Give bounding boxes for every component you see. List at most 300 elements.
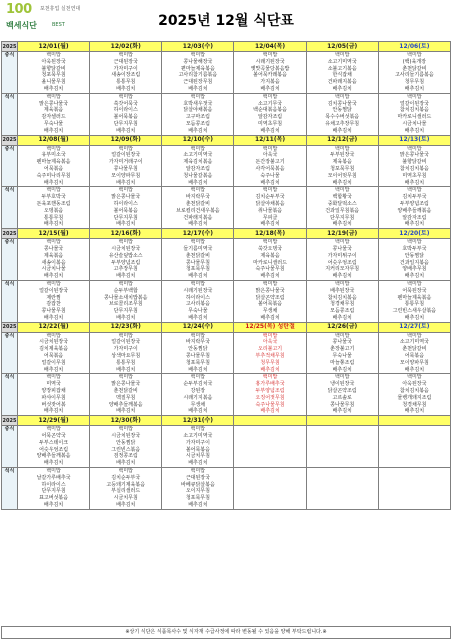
dish-item xyxy=(307,495,378,502)
dish-item: 버섯잣어볶 xyxy=(41,401,66,408)
dish-item: 백미밥 xyxy=(262,93,278,100)
dish-item xyxy=(234,426,305,433)
dish-item: 배추김치 xyxy=(188,502,208,509)
dish-item: 시금치무침 xyxy=(185,453,210,460)
dish-item: 근대된장국 xyxy=(113,58,138,65)
dish-item: 콩나물무침 xyxy=(185,259,210,266)
dish-item: 어묵볶음 xyxy=(43,165,64,172)
dish-item: 청포묵무침 xyxy=(41,72,66,79)
menu-cell xyxy=(162,239,234,281)
dish-item: 배추김치 xyxy=(188,179,208,186)
dish-item: 춘천닭갈비 xyxy=(402,65,427,72)
dish-item: 백미밥 xyxy=(334,332,350,339)
date-cell: 12/09(화) xyxy=(90,135,162,145)
date-cell: 12/12(금) xyxy=(306,135,378,145)
dish-item xyxy=(307,440,378,447)
date-cell xyxy=(234,416,306,426)
dish-item: 백미밥 xyxy=(190,239,206,246)
dish-item xyxy=(307,460,378,467)
dish-item: 배추김치 xyxy=(332,314,352,321)
dish-item: 백미밥 xyxy=(118,52,133,58)
dish-item: 배추김치 xyxy=(116,408,136,415)
dish-item: 배추김치 xyxy=(43,366,64,373)
date-cell xyxy=(306,416,378,426)
menu-cell xyxy=(18,280,90,322)
dish-item: 배추김치 xyxy=(404,127,425,134)
dish-item: 콩나물국 xyxy=(43,245,64,252)
dish-item: 배추김치 xyxy=(404,179,425,186)
dish-item: 시래기된장국 xyxy=(183,287,213,294)
menu-cell xyxy=(378,187,450,229)
menu-cell xyxy=(378,280,450,322)
menu-cell xyxy=(306,468,378,510)
dish-item: 단무지무침 xyxy=(41,488,66,495)
dish-item: 배추김치 xyxy=(332,408,352,415)
dish-item: 목수수버섯볶음 xyxy=(325,114,360,121)
menu-cell xyxy=(306,426,378,468)
page-title: 2025년 12월 식단표 xyxy=(158,13,294,29)
lunch-label: 중식 xyxy=(2,332,18,374)
menu-cell xyxy=(162,374,234,416)
dish-item: 배추김치 xyxy=(43,221,64,228)
menu-cell xyxy=(378,93,450,135)
dish-item: 백미밥 xyxy=(118,145,133,152)
dish-item xyxy=(379,468,450,475)
date-cell: 12/30(화) xyxy=(90,416,162,426)
logo-number: 100 xyxy=(6,2,32,17)
dish-item: 옛맛곡물당볶음밥 xyxy=(250,65,290,72)
menu-cell xyxy=(306,187,378,229)
dish-item: 통통무침 xyxy=(116,79,136,86)
dish-item: 고구마조림 xyxy=(185,114,210,121)
dish-item: 백미밥 xyxy=(407,52,422,58)
page-header xyxy=(0,0,452,40)
dish-item: 배추김치 xyxy=(188,460,208,467)
menu-cell xyxy=(90,468,162,510)
menu-cell xyxy=(90,52,162,94)
dish-item: 사각어묵볶음 xyxy=(255,165,285,172)
dinner-row xyxy=(2,187,451,229)
dish-item: 백미밥 xyxy=(190,374,206,381)
dish-item: 무피클 xyxy=(262,214,278,221)
week-header-row xyxy=(2,135,451,145)
dish-item: 물뱅개돼지조림 xyxy=(397,394,432,401)
dish-item: 쑥갓오뎅국 xyxy=(257,245,283,252)
dish-item: 춘천닭갈비 xyxy=(402,346,427,353)
date-cell: 12/23(화) xyxy=(90,322,162,332)
week-header-row xyxy=(2,416,451,426)
menu-cell xyxy=(306,332,378,374)
dish-item: 아욱국 xyxy=(262,339,278,346)
dish-item: 배추김치 xyxy=(404,366,425,373)
dish-item: 무숙나물 xyxy=(332,353,352,360)
dish-item: 가자미거래구이 xyxy=(108,159,143,166)
dish-item: 백미밥 xyxy=(334,145,350,152)
menu-cell xyxy=(378,374,450,416)
dish-item: 안동찜닭 xyxy=(332,107,352,114)
menu-cell xyxy=(306,52,378,94)
menu-cell xyxy=(90,239,162,281)
dish-item: 시금치무침 xyxy=(113,495,138,502)
dish-item: 펜마늘제육볶음 xyxy=(397,294,432,301)
dish-item: 배추김치 xyxy=(43,179,64,186)
date-cell: 12/16(화) xyxy=(90,229,162,239)
dinner-label: 석식 xyxy=(2,187,18,229)
dinner-row xyxy=(2,468,451,510)
dish-item: 들기름미역국 xyxy=(183,245,213,252)
dish-item: 안동찜닭 xyxy=(404,252,425,259)
lunch-label: 중식 xyxy=(2,145,18,187)
dish-item: 시금치나물 xyxy=(41,266,66,273)
dish-item: 백미밥 xyxy=(407,374,422,381)
dish-item: 어묵볶음 xyxy=(404,353,425,360)
dish-item: 배추김치 xyxy=(260,366,280,373)
dish-item: 마카로니샐러드 xyxy=(397,114,432,121)
dish-item: 미역국 xyxy=(46,381,61,388)
dish-item: 오뎅볶음 xyxy=(43,207,64,214)
dish-item xyxy=(379,460,450,467)
dish-item: 근대된장무침 xyxy=(183,79,213,86)
dish-item xyxy=(234,460,305,467)
dish-item xyxy=(234,482,305,489)
date-cell: 12/26(금) xyxy=(306,322,378,332)
dish-item xyxy=(379,447,450,454)
dish-item: 두부스테이크 xyxy=(39,439,69,446)
dish-item xyxy=(379,488,450,495)
week-header-row xyxy=(2,42,451,52)
dish-item: 한식잡채 xyxy=(332,72,352,79)
menu-cell xyxy=(162,145,234,187)
dish-item: 감잡찬 xyxy=(46,301,61,308)
dish-item: 양배추들깨볶음 xyxy=(397,207,432,214)
menu-cell xyxy=(234,280,306,322)
menu-cell xyxy=(234,93,306,135)
lunch-label: 중식 xyxy=(2,426,18,468)
dish-item: 배추김치 xyxy=(188,127,208,134)
menu-cell xyxy=(378,468,450,510)
menu-cell xyxy=(378,52,450,94)
dish-item: 바베큐닭살볶음 xyxy=(180,481,215,488)
dish-item: 건파래지볶음 xyxy=(183,214,213,221)
menu-cell xyxy=(306,239,378,281)
menu-cell xyxy=(162,332,234,374)
dish-item: 배추김치 xyxy=(43,273,64,280)
dish-item: 시래기지볶음 xyxy=(183,394,213,401)
dish-item: 제육볶음 xyxy=(332,159,352,166)
dish-item: 아욱국 xyxy=(262,152,278,159)
dish-item: 취나물볶음 xyxy=(257,207,283,214)
dish-item: 백미밥 xyxy=(46,52,61,58)
date-cell: 12/24(수) xyxy=(162,322,234,332)
dish-item: 배추김치 xyxy=(43,460,64,467)
dish-item: 춘장불고기 xyxy=(330,346,355,353)
dish-item: 백미밥 xyxy=(334,280,350,287)
menu-cell xyxy=(18,468,90,510)
dish-item: 백미밥 xyxy=(118,280,133,287)
menu-cell xyxy=(90,187,162,229)
dish-item: 숙주미나리무침 xyxy=(36,172,71,179)
menu-cell xyxy=(18,426,90,468)
dish-item: 백미밥 xyxy=(407,332,422,339)
dish-item xyxy=(307,433,378,440)
dish-item: 볼어묵볶음 xyxy=(185,446,210,453)
dish-item: 맑은콩나물국 xyxy=(39,100,69,107)
dish-item: 제육볶음 xyxy=(43,252,64,259)
dish-item: 모이양파무침 xyxy=(111,172,141,179)
menu-cell xyxy=(90,93,162,135)
dish-item: (백)육개장 xyxy=(402,58,426,65)
menu-cell xyxy=(162,52,234,94)
dish-item: 감자셀러드 xyxy=(41,114,66,121)
dish-item xyxy=(379,475,450,482)
dish-item: 유채고추장무침 xyxy=(325,120,360,127)
menu-cell xyxy=(306,93,378,135)
dish-item: 백미밥 xyxy=(46,145,61,152)
dish-item xyxy=(379,453,450,460)
dish-item xyxy=(234,488,305,495)
menu-cell xyxy=(90,374,162,416)
dish-item: 냉이된장국 xyxy=(330,381,355,388)
logo-name: 백세식단 xyxy=(6,21,37,30)
dish-item: 두부양념조림 xyxy=(111,259,141,266)
menu-cell xyxy=(18,145,90,187)
dish-item: 가자미튀구이 xyxy=(327,252,357,259)
dish-item: 제육볶음 xyxy=(43,107,64,114)
dish-item: 배추김치 xyxy=(260,314,280,321)
dish-item: 하이라이스 xyxy=(113,200,138,207)
dish-item: 소고기미역국 xyxy=(327,58,357,65)
dish-item xyxy=(234,453,305,460)
menu-cell xyxy=(306,280,378,322)
dish-item: 알감자조림 xyxy=(402,214,427,221)
dish-item: 지커리모자무침 xyxy=(325,266,360,273)
dish-item: 유부미소국 xyxy=(41,152,66,159)
dish-item: 쑥갓어묵국 xyxy=(113,100,138,107)
dish-item: 제육볶음 xyxy=(260,252,280,259)
dish-item: 배추김치 xyxy=(260,127,280,134)
dish-item: 양장피잡채 xyxy=(41,388,66,395)
dish-item: 배추김치 xyxy=(260,85,280,92)
dish-item: 올니물무침 xyxy=(41,79,66,86)
dish-item: 백미밥 xyxy=(190,187,206,194)
dish-item: 근대된장국 xyxy=(185,474,210,481)
dish-item: 백미밥 xyxy=(190,332,206,339)
dish-item: 검정콩조림 xyxy=(113,453,138,460)
dish-item: 김치순두부국 xyxy=(255,194,285,201)
dish-item: 김치콩나물국 xyxy=(327,100,357,107)
dish-item: 춘천닭갈비 xyxy=(185,252,210,259)
year-cell: 2025 xyxy=(2,43,17,50)
dish-item xyxy=(307,447,378,454)
dish-item: 배추김치 xyxy=(404,85,425,92)
dish-item: 백합황국 xyxy=(332,194,352,201)
dish-item: 배추김치 xyxy=(116,314,136,321)
dish-item: 백미밥 xyxy=(46,280,61,287)
dish-item: 가자미구이 xyxy=(113,65,138,72)
dish-item: 콩나물국 xyxy=(332,245,352,252)
dish-item: 춘천닭갈비 xyxy=(185,200,210,207)
dish-item: 백미밥 xyxy=(190,426,206,433)
dish-item: 배추김치 xyxy=(332,85,352,92)
menu-cell xyxy=(234,239,306,281)
menu-cell xyxy=(378,332,450,374)
dish-item: 참치김치볶음 xyxy=(327,294,357,301)
dish-item: 건과일지볶음 xyxy=(399,259,429,266)
dish-item: 시금치된장국 xyxy=(111,433,141,440)
dish-item: 얼갈이된장국 xyxy=(111,339,141,346)
dish-item: 무생채 xyxy=(190,401,206,408)
dish-item: 미역초무침 xyxy=(257,120,283,127)
dish-item: 백순대볶음볶음 xyxy=(253,107,287,114)
dish-item: 강된장 xyxy=(190,388,206,395)
year-cell: 2025 xyxy=(2,230,17,237)
dish-item: 배추김치 xyxy=(43,502,64,509)
menu-cell xyxy=(162,468,234,510)
dish-item: 두부된장국 xyxy=(330,152,355,159)
dish-item: 볼어묵볶음 xyxy=(113,207,138,214)
dish-item: 양배추들깨볶음 xyxy=(36,453,71,460)
menu-cell xyxy=(234,374,306,416)
dish-item: 배추김치 xyxy=(116,221,136,228)
dish-item: 양배추들깨볶음 xyxy=(108,401,143,408)
dish-item: 백미밥 xyxy=(407,239,422,246)
date-cell: 12/08(월) xyxy=(18,135,90,145)
dish-item: 춘천닭갈비 xyxy=(113,388,138,395)
dish-item: 무숙나물 xyxy=(188,308,208,315)
dish-item: 백미밥 xyxy=(46,332,61,339)
dinner-label: 석식 xyxy=(2,280,18,322)
dish-item: 청경채무침 xyxy=(402,401,427,408)
dish-item: 배추김치 xyxy=(43,314,64,321)
menu-cell xyxy=(234,426,306,468)
dish-item: 백미밥 xyxy=(118,468,133,475)
dish-item: 상색마요무침 xyxy=(111,353,141,360)
dish-item: 통통무침 xyxy=(43,214,64,221)
dish-item: 모듬콩조림 xyxy=(185,120,210,127)
dish-item xyxy=(307,482,378,489)
dish-item: 파샤이무침 xyxy=(41,394,66,401)
dish-item: 청포묵무침 xyxy=(330,165,355,172)
dish-item xyxy=(234,502,305,509)
menu-cell xyxy=(90,145,162,187)
dish-item xyxy=(379,440,450,447)
dish-item: 배추된장국 xyxy=(330,287,355,294)
date-cell: 12/29(월) xyxy=(18,416,90,426)
logo-sub: BEST xyxy=(52,22,65,28)
dish-item xyxy=(234,468,305,475)
menu-cell xyxy=(234,145,306,187)
dish-item xyxy=(307,475,378,482)
dish-item: 김치제육볶음 xyxy=(39,346,69,353)
dish-item: 볼어묵볶음 xyxy=(113,114,138,121)
dish-item: 소고기미역국 xyxy=(183,152,213,159)
dish-item: 모이어멋무침 xyxy=(327,172,357,179)
dish-item: 고르솔로 xyxy=(332,394,352,401)
dish-item: 안동찜닭 xyxy=(116,439,136,446)
dish-item: 마카로니샐러드 xyxy=(253,259,287,266)
dish-item: 백미밥 xyxy=(407,187,422,194)
dish-item: 새송이볶음 xyxy=(41,259,66,266)
dish-item: 백미밥 xyxy=(46,187,61,194)
dish-item: 두부양념조림 xyxy=(255,388,285,395)
dish-item: 시금치된장국 xyxy=(111,245,141,252)
dish-item: 호박새우젓국 xyxy=(183,100,213,107)
dish-item: 청나물갈볶음 xyxy=(183,172,213,179)
dish-item: 백미밥 xyxy=(190,93,206,100)
menu-cell xyxy=(234,187,306,229)
dish-item: 배추김치 xyxy=(260,179,280,186)
dish-item: 얼갈이된장국 xyxy=(399,100,429,107)
dish-item: 배추김치 xyxy=(404,408,425,415)
dish-item: 백미밥 xyxy=(118,93,133,100)
date-cell: 12/18(목) xyxy=(234,229,306,239)
dish-item: 청포묵무침 xyxy=(185,359,210,366)
dish-item: 소불고기볶음 xyxy=(327,65,357,72)
dish-item: 배추김치 xyxy=(332,179,352,186)
dish-item: 청무무침 xyxy=(404,79,425,86)
date-cell: 12/27(토) xyxy=(378,322,450,332)
dish-item: 배추김치 xyxy=(116,366,136,373)
lunch-label: 중식 xyxy=(2,239,18,281)
dish-item: 불향닭갈비 xyxy=(402,159,427,166)
dish-item: 백미밥 xyxy=(46,426,61,433)
dish-item: 백미밥 xyxy=(118,332,133,339)
dish-item: 청포묵무침 xyxy=(185,266,210,273)
menu-cell xyxy=(90,280,162,322)
dish-item: 부추적채무침 xyxy=(255,353,285,360)
dish-item: 배추김치 xyxy=(116,460,136,467)
dish-item: 숙주나물 xyxy=(260,172,280,179)
dish-item: 맑은콩나물국 xyxy=(399,152,429,159)
dish-item: 호박두부국 xyxy=(402,245,427,252)
dish-item xyxy=(307,453,378,460)
dish-item: 청무무침 xyxy=(260,359,280,366)
dish-item: 브로컬리건새우볶음 xyxy=(176,207,220,214)
dish-item: 브로콜리조무침 xyxy=(108,301,143,308)
dish-item: 백미밥 xyxy=(262,332,278,339)
year-cell: 2025 xyxy=(2,137,17,144)
date-cell: 12/02(화) xyxy=(90,42,162,52)
dish-item: 배추김치 xyxy=(332,221,352,228)
dish-item xyxy=(307,426,378,433)
dish-item: 홍가루배추국 xyxy=(255,381,285,388)
dish-item: 얼갈이된장국 xyxy=(111,152,141,159)
dish-item: 그린빈스새우살볶음 xyxy=(392,308,437,315)
dish-item: 어슷우엉조림 xyxy=(327,259,357,266)
date-cell: 12/20(토) xyxy=(378,229,450,239)
dish-item: 고사리들기름볶음 xyxy=(395,72,434,79)
dish-item: 백미밥 xyxy=(190,280,206,287)
date-cell: 12/01(월) xyxy=(18,42,90,52)
dish-item: 바지락무국 xyxy=(185,339,210,346)
dish-item: 맑은콩나물국 xyxy=(111,381,141,388)
dish-item: 돈육포핸동조림 xyxy=(36,200,71,207)
dish-item: 소고기무국 xyxy=(257,100,283,107)
menu-cell xyxy=(18,52,90,94)
dish-item: 콩나물소새치밥볶음 xyxy=(103,294,148,301)
dish-item: 건파래지볶음 xyxy=(327,79,357,86)
dish-item: 불향닭갈비 xyxy=(41,65,66,72)
menu-cell xyxy=(162,426,234,468)
dish-item: 김치두부국 xyxy=(402,194,427,201)
dish-item: 오징어젓무침 xyxy=(255,394,285,401)
menu-cell xyxy=(18,93,90,135)
menu-cell xyxy=(90,426,162,468)
menu-cell xyxy=(378,426,450,468)
dish-item: 유산슬덮밥소스 xyxy=(108,252,143,259)
dish-item: 백미밥 xyxy=(118,187,133,194)
dish-item: 숙주나물무침 xyxy=(255,401,285,408)
